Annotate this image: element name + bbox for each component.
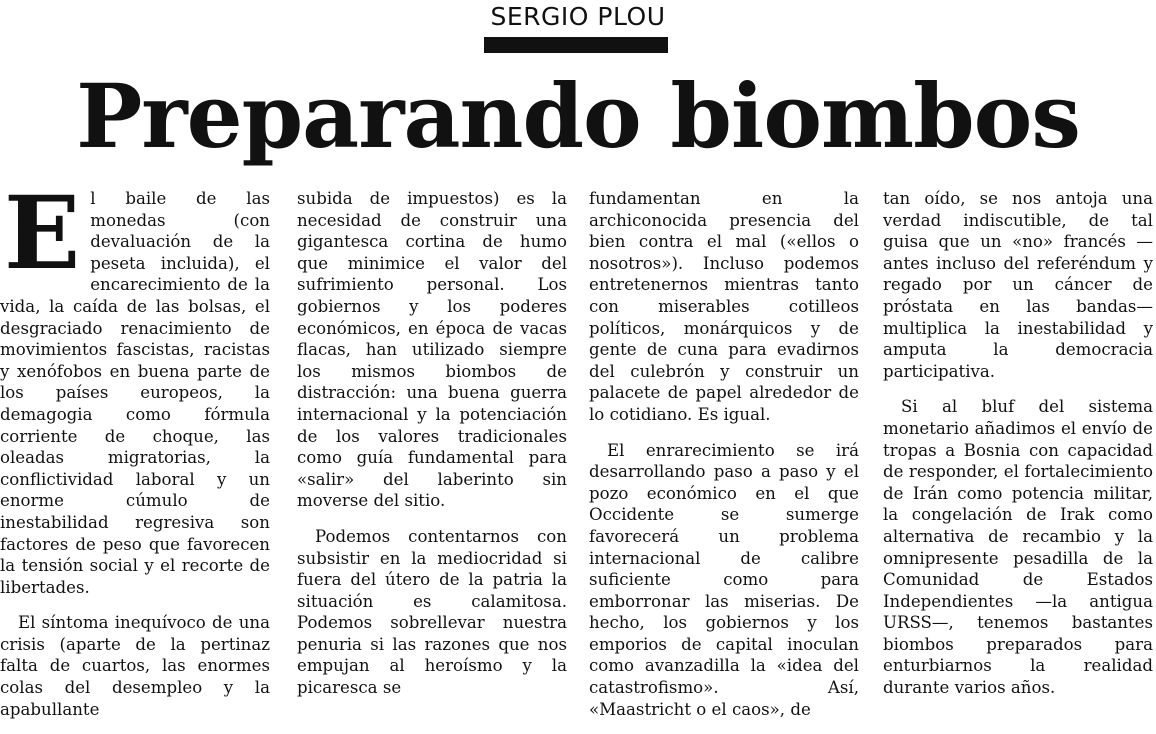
drop-cap: E [4,174,81,292]
author-byline: SERGIO PLOU [490,2,666,31]
article-column-2 [297,188,567,713]
paragraph: El síntoma inequívoco de una crisis (aparte de la pertinaz falta de cuartos, las enormes colas del desempleo y la apabullante [0,613,270,719]
paragraph: fundamentan en la archiconocida presencia del bien contra el mal («ellos o nosotros»). Incluso podemos entretenernos mientras tanto con miserables cotilleos políticos, monárquicos y de gente de cuna para evadirnos del culebrón y construir un palacete de papel alrededor de lo cotidiano. Es igual. [589,189,859,424]
article-headline: Preparando biombos [76,64,1080,168]
byline-rule [484,37,668,53]
paragraph: Si al bluf del sistema monetario añadimos el envío de tropas a Bosnia con capacidad de responder, el fortalecimiento de Irán como potencia militar, la congelación de Irak como alternativa de recambio y la omnipresente pesadilla de la Comunidad de Estados Independientes —la antigua URSS—, tenemos bastantes biombos preparados para enturbiarnos la realidad durante varios años. [883,397,1153,698]
paragraph: El enrarecimiento se irá desarrollando paso a paso y el pozo económico en el que Occidente se sumerge favorecerá un problema internacional de calibre suficiente como para emborronar las miserias. De hecho, los gobiernos y los emporios de capital inoculan como avanzadilla la «idea del catastrofismo». Así, «Maastricht o el caos», de [589,440,859,719]
paragraph [0,174,270,598]
paragraph-text: l baile de las monedas (con devaluación de la peseta incluida), el encarecimiento de la vida, la caída de las bolsas, el desgraciado renacimiento de movimientos fascistas, racistas y xenófobos en buena parte de los países europeos, la demagogia como fórmula corriente de choque, las oleadas migratorias, la conflictividad laboral y un enorme cúmulo de inestabilidad regresiva son factores de peso que favorecen la tensión social y el recorte de libertades. [0,189,270,597]
article-column-3 [589,188,859,734]
paragraph: subida de impuestos) es la necesidad de construir una gigantesca cortina de humo que minimice el valor del sufrimiento personal. Los gobiernos y los poderes económicos, en época de vacas flacas, han utilizado siempre los mismos biombos de distracción: una buena guerra internacional y la potenciación de los valores tradicionales como guía fundamental para «salir» del laberinto sin moverse del sitio. [297,189,567,511]
article-column-1 [0,174,270,734]
paragraph: tan oído, se nos antoja una verdad indiscutible, de tal guisa que un «no» francés —antes incluso del referéndum y regado por un cáncer de próstata en las bandas— multiplica la inestabilidad y amputa la democracia participativa. [883,189,1153,381]
article-column-4 [883,188,1153,713]
paragraph: Podemos contentarnos con subsistir en la mediocridad si fuera del útero de la patria la situación es calamitosa. Podemos sobrellevar nuestra penuria si las razones que nos empujan al heroísmo y la picaresca se [297,526,567,698]
